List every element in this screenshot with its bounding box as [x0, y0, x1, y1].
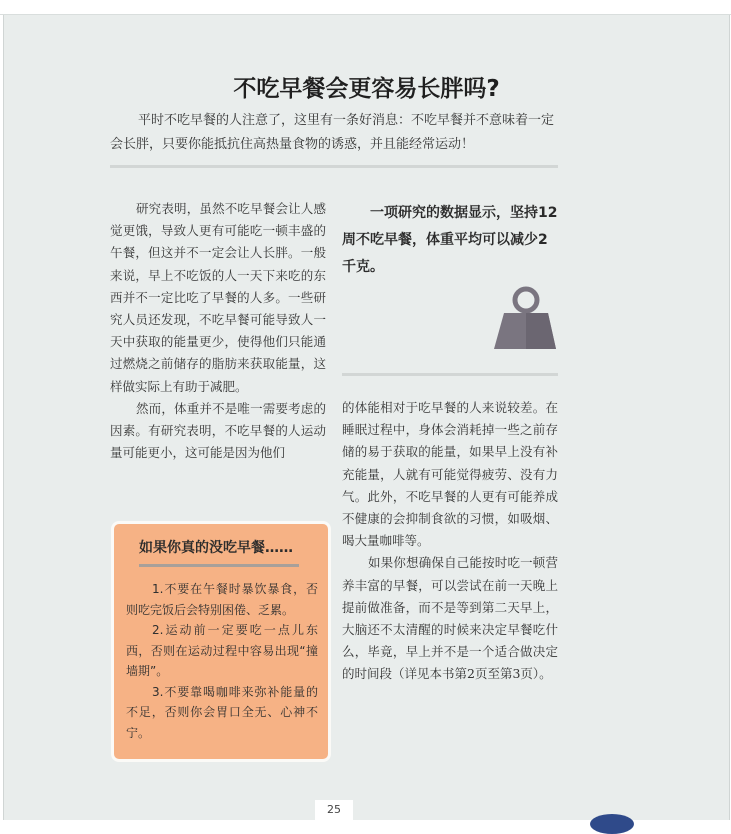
page-number: 25	[315, 800, 353, 820]
divider-top	[110, 165, 558, 168]
tip-item-3: 3.不要靠喝咖啡来弥补能量的不足，否则你会胃口全无、心神不宁。	[126, 684, 318, 740]
tip-box-divider	[139, 564, 299, 567]
intro-paragraph: 平时不吃早餐的人注意了，这里有一条好消息：不吃早餐并不意味着一定会长胖，只要你能抵抗住高热量食物的诱惑，并且能经常运动！	[110, 113, 555, 152]
right-paragraph-2: 如果你想确保自己能按时吃一顿营养丰富的早餐，可以尝试在前一天晚上提前做准备，而不是等到第二天早上，大脑还不太清醒的时候来决定早餐吃什么，毕竟，早上并不是一个适合做决定的时间段（详见本书第2页至第3页）。	[342, 555, 558, 682]
divider-middle	[342, 373, 558, 376]
book-page	[3, 15, 730, 820]
highlight-quote: 一项研究的数据显示，坚持12周不吃早餐，体重平均可以减少2千克。	[342, 205, 558, 275]
tip-item-2: 2.运动前一定要吃一点儿东西，否则在运动过程中容易出现“撞墙期”。	[126, 623, 318, 678]
tip-box-title: 如果你真的没吃早餐……	[139, 540, 293, 556]
top-bar	[0, 0, 731, 15]
left-paragraph-2: 然而，体重并不是唯一需要考虑的因素。有研究表明，不吃早餐的人运动量可能更小，这可能是因为他们	[110, 400, 326, 461]
left-paragraph-1: 研究表明，虽然不吃早餐会让人感觉更饿，导致人更有可能吃一顿丰盛的午餐，但这并不一定会让人长胖。一般来说，早上不吃饭的人一天下来吃的东西并不一定比吃了早餐的人多。一些研究人员还发现，不吃早餐可能导致人一天中获取的能量更少，使得他们只能通过燃烧之前储存的脂肪来获取能量，这样做实际上有助于减肥。	[110, 201, 326, 394]
page-title: 不吃早餐会更容易长胖吗?	[233, 76, 500, 102]
left-column	[110, 198, 326, 464]
corner-badge[interactable]	[590, 814, 634, 834]
weight-icon	[490, 285, 560, 351]
right-paragraph-1: 的体能相对于吃早餐的人来说较差。在睡眠过程中，身体会消耗掉一些之前存储的易于获取的能量，如果早上没有补充能量，人就有可能觉得疲劳、没有力气。此外，不吃早餐的人更有可能养成不健康的会抑制食欲的习惯，如吸烟、喝大量咖啡等。	[342, 400, 558, 549]
tip-box-body	[126, 579, 318, 743]
tip-box	[111, 521, 331, 762]
tip-item-1: 1.不要在午餐时暴饮暴食，否则吃完饭后会特别困倦、乏累。	[126, 582, 318, 617]
right-column	[342, 397, 558, 686]
